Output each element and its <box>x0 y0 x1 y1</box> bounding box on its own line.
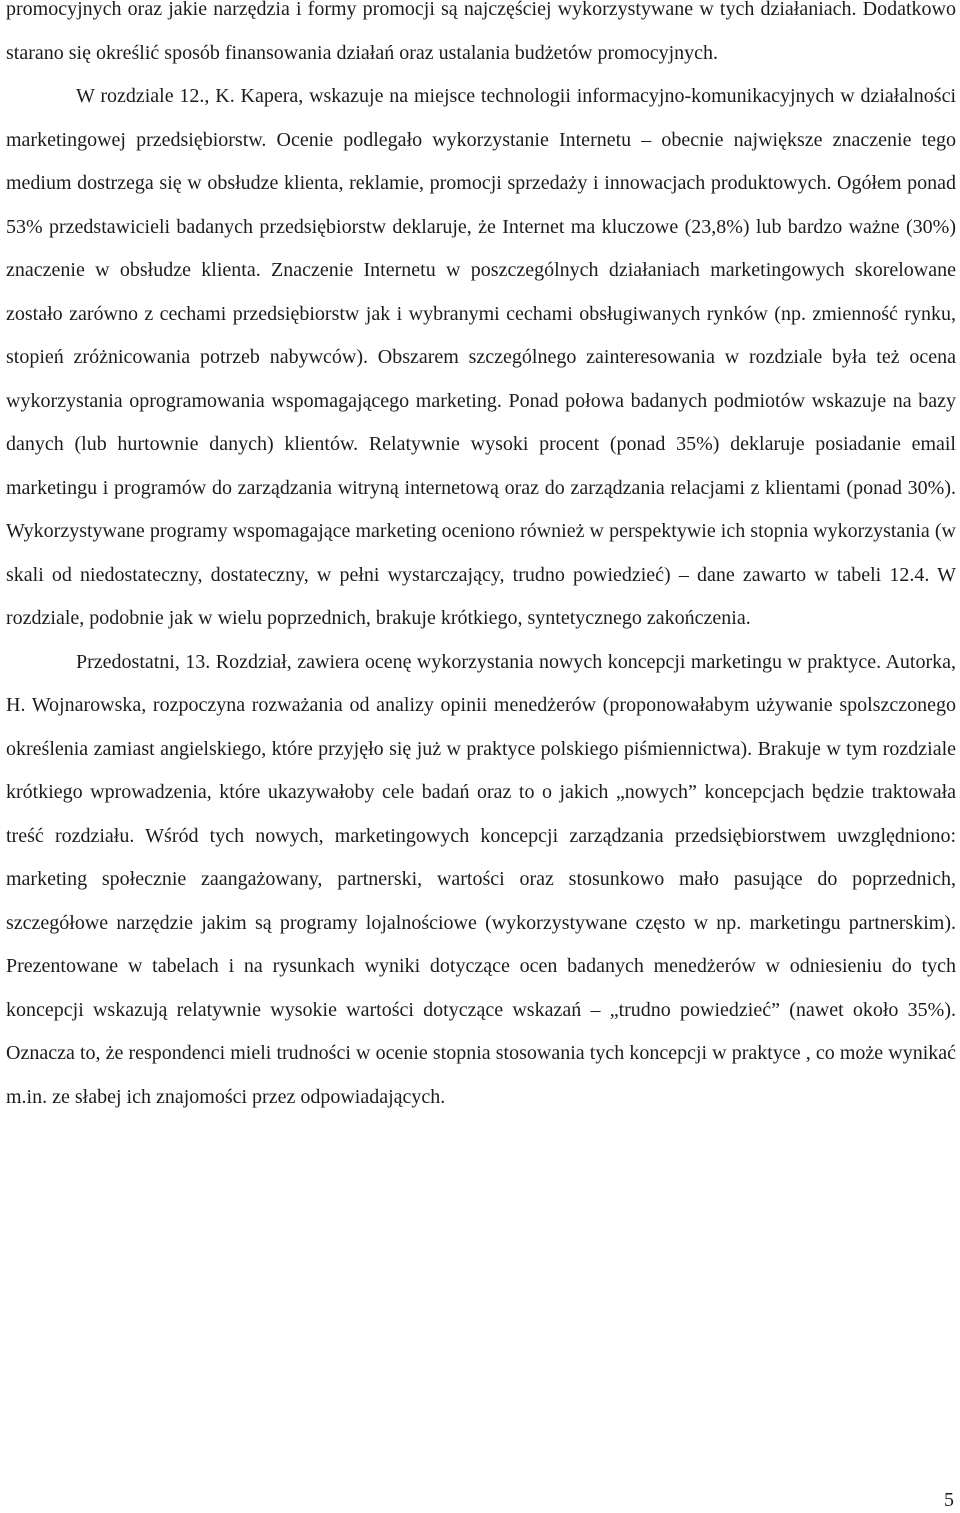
body-text <box>6 0 956 1119</box>
page-number: 5 <box>944 1489 954 1511</box>
paragraph-1: promocyjnych oraz jakie narzędzia i formy promocji są najczęściej wykorzystywane w tych działaniach. Dodatkowo starano się określić sposób finansowania działań oraz ustalania budżetów promocyjnych. <box>6 0 956 64</box>
paragraph-3: Przedostatni, 13. Rozdział, zawiera ocenę wykorzystania nowych koncepcji marketingu w praktyce. Autorka, H. Wojnarowska, rozpoczyna rozważania od analizy opinii menedżerów (proponowałabym używanie spolszczonego określenia zamiast angielskiego, które przyjęło się już w praktyce polskiego piśmiennictwa). Brakuje w tym rozdziale krótkiego wprowadzenia, które ukazywałoby cele badań oraz to o jakich „nowych” koncepcjach będzie traktowała treść rozdziału. Wśród tych nowych, marketingowych koncepcji zarządzania przedsiębiorstwem uwzględniono: marketing społecznie zaangażowany, partnerski, wartości oraz stosunkowo mało pasujące do poprzednich, szczegółowe narzędzie jakim są programy lojalnościowe (wykorzystywane często w np. marketingu partnerskim). Prezentowane w tabelach i na rysunkach wyniki dotyczące ocen badanych menedżerów w odniesieniu do tych koncepcji wskazują relatywnie wysokie wartości dotyczące wskazań – „trudno powiedzieć” (nawet około 35%). Oznacza to, że respondenci mieli trudności w ocenie stopnia stosowania tych koncepcji w praktyce , co może wynikać m.in. ze słabej ich znajomości przez odpowiadających. <box>6 650 956 1108</box>
paragraph-2: W rozdziale 12., K. Kapera, wskazuje na miejsce technologii informacyjno-komunikacyjnych w działalności marketingowej przedsiębiorstw. Ocenie podlegało wykorzystanie Internetu – obecnie największe znaczenie tego medium dostrzega się w obsłudze klienta, reklamie, promocji sprzedaży i innowacjach produktowych. Ogółem ponad 53% przedstawicieli badanych przedsiębiorstw deklaruje, że Internet ma kluczowe (23,8%) lub bardzo ważne (30%) znaczenie w obsłudze klienta. Znaczenie Internetu w poszczególnych działaniach marketingowych skorelowane zostało zarówno z cechami przedsiębiorstw jak i wybranymi cechami obsługiwanych rynków (np. zmienność rynku, stopień zróżnicowania potrzeb nabywców). Obszarem szczególnego zainteresowania w rozdziale była też ocena wykorzystania oprogramowania wspomagającego marketing. Ponad połowa badanych podmiotów wskazuje na bazy danych (lub hurtownie danych) klientów. Relatywnie wysoki procent (ponad 35%) deklaruje posiadanie email marketingu i programów do zarządzania witryną internetową oraz do zarządzania relacjami z klientami (ponad 30%). Wykorzystywane programy wspomagające marketing oceniono również w perspektywie ich stopnia wykorzystania (w skali od niedostateczny, dostateczny, w pełni wystarczający, trudno powiedzieć) – dane zawarto w tabeli 12.4. W rozdziale, podobnie jak w wielu poprzednich, brakuje krótkiego, syntetycznego zakończenia. <box>6 85 956 629</box>
